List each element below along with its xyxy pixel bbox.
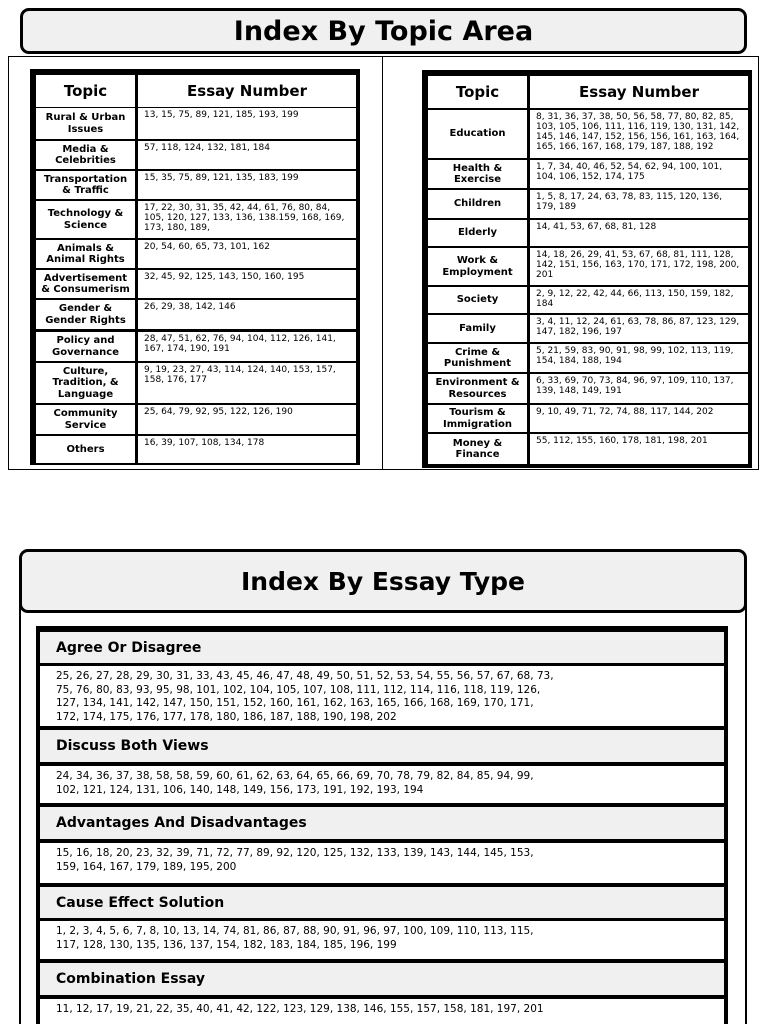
essay-numbers-cell: 14, 18, 26, 29, 41, 53, 67, 68, 81, 111, 128, 142, 151, 156, 163, 170, 171, 172, 198, 200, 201 bbox=[530, 248, 748, 285]
topic-index-divider bbox=[382, 56, 383, 470]
essay-numbers-cell: 5, 21, 59, 83, 90, 91, 98, 99, 102, 113, 119, 154, 184, 188, 194 bbox=[530, 344, 748, 372]
essay-numbers-cell: 9, 19, 23, 27, 43, 114, 124, 140, 153, 157, 158, 176, 177 bbox=[138, 363, 356, 403]
column-header-topic: Topic bbox=[428, 76, 527, 108]
topic-table-left bbox=[30, 69, 360, 465]
topic-cell: Crime & Punishment bbox=[428, 344, 527, 372]
topic-cell: Work & Employment bbox=[428, 248, 527, 285]
essay-numbers-cell: 14, 41, 53, 67, 68, 81, 128 bbox=[530, 220, 748, 246]
essay-numbers-cell: 25, 64, 79, 92, 95, 122, 126, 190 bbox=[138, 405, 356, 434]
topic-cell: Community Service bbox=[36, 405, 135, 434]
essay-type-heading: Combination Essay bbox=[40, 963, 724, 995]
topic-cell: Policy and Governance bbox=[36, 332, 135, 361]
topic-cell: Society bbox=[428, 287, 527, 313]
essay-numbers-cell: 3, 4, 11, 12, 24, 61, 63, 78, 86, 87, 123, 129, 147, 182, 196, 197 bbox=[530, 315, 748, 342]
topic-table-right bbox=[422, 70, 752, 468]
essay-type-heading: Cause Effect Solution bbox=[40, 887, 724, 918]
topic-cell: Money & Finance bbox=[428, 434, 527, 464]
topic-cell: Media & Celebrities bbox=[36, 141, 135, 169]
essay-numbers-cell: 26, 29, 38, 142, 146 bbox=[138, 300, 356, 329]
essay-numbers-cell: 6, 33, 69, 70, 73, 84, 96, 97, 109, 110, 137, 139, 148, 149, 191 bbox=[530, 374, 748, 403]
topic-cell: Animals & Animal Rights bbox=[36, 240, 135, 268]
essay-type-heading: Discuss Both Views bbox=[40, 730, 724, 762]
essay-numbers-cell: 20, 54, 60, 65, 73, 101, 162 bbox=[138, 240, 356, 268]
topic-cell: Others bbox=[36, 436, 135, 463]
column-header-topic: Topic bbox=[36, 75, 135, 107]
essay-numbers-cell: 1, 5, 8, 17, 24, 63, 78, 83, 115, 120, 136, 179, 189 bbox=[530, 190, 748, 218]
topic-cell: Transportation & Traffic bbox=[36, 171, 135, 199]
topic-cell: Rural & Urban Issues bbox=[36, 108, 135, 139]
topic-cell: Culture, Tradition, & Language bbox=[36, 363, 135, 403]
essay-numbers-cell: 28, 47, 51, 62, 76, 94, 104, 112, 126, 141, 167, 174, 190, 191 bbox=[138, 332, 356, 361]
topic-cell: Elderly bbox=[428, 220, 527, 246]
essay-numbers-cell: 2, 9, 12, 22, 42, 44, 66, 113, 150, 159, 182, 184 bbox=[530, 287, 748, 313]
topic-cell: Gender & Gender Rights bbox=[36, 300, 135, 329]
essay-numbers-cell: 9, 10, 49, 71, 72, 74, 88, 117, 144, 202 bbox=[530, 405, 748, 432]
essay-type-numbers: 24, 34, 36, 37, 38, 58, 58, 59, 60, 61, 62, 63, 64, 65, 66, 69, 70, 78, 79, 82, 84, 85, 94, 99, 102, 121, 124, 131, 106, 140, 148, 149, 156, 173, 191, 192, 193, 194 bbox=[40, 766, 724, 803]
type-index-title: Index By Essay Type bbox=[19, 549, 747, 613]
essay-numbers-cell: 32, 45, 92, 125, 143, 150, 160, 195 bbox=[138, 270, 356, 298]
essay-numbers-cell: 57, 118, 124, 132, 181, 184 bbox=[138, 141, 356, 169]
type-index-table bbox=[36, 626, 728, 1024]
essay-numbers-cell: 17, 22, 30, 31, 35, 42, 44, 61, 76, 80, 84, 105, 120, 127, 133, 136, 138.159, 168, 169, 173, 180, 189, bbox=[138, 201, 356, 238]
essay-numbers-cell: 55, 112, 155, 160, 178, 181, 198, 201 bbox=[530, 434, 748, 464]
essay-numbers-cell: 8, 31, 36, 37, 38, 50, 56, 58, 77, 80, 82, 85, 103, 105, 106, 111, 116, 119, 130, 131, 142, 145, 146, 147, 152, 156, 156, 161, 163, 164, 165, 166, 167, 168, 179, 187, 188, 192 bbox=[530, 110, 748, 158]
topic-cell: Advertisement & Consumerism bbox=[36, 270, 135, 298]
topic-cell: Family bbox=[428, 315, 527, 342]
topic-cell: Tourism & Immigration bbox=[428, 405, 527, 432]
essay-numbers-cell: 13, 15, 75, 89, 121, 185, 193, 199 bbox=[138, 108, 356, 139]
topic-cell: Environment & Resources bbox=[428, 374, 527, 403]
topic-index-title: Index By Topic Area bbox=[20, 8, 747, 54]
essay-type-heading: Advantages And Disadvantages bbox=[40, 807, 724, 839]
topic-cell: Technology & Science bbox=[36, 201, 135, 238]
topic-cell: Children bbox=[428, 190, 527, 218]
essay-type-heading: Agree Or Disagree bbox=[40, 632, 724, 663]
essay-type-numbers: 25, 26, 27, 28, 29, 30, 31, 33, 43, 45, 46, 47, 48, 49, 50, 51, 52, 53, 54, 55, 56, 57, 67, 68, 73, 75, 76, 80, 83, 93, 95, 98, 101, 102, 104, 105, 107, 108, 111, 112, 114, 116, 118, 119, 126, 127, 134, 141, 142, 147, 150, 151, 152, 160, 161, 162, 163, 165, 166, 168, 169, 170, 171, 172, 174, 175, 176, 177, 178, 180, 186, 187, 188, 190, 198, 202 bbox=[40, 666, 724, 726]
topic-cell: Education bbox=[428, 110, 527, 158]
essay-numbers-cell: 16, 39, 107, 108, 134, 178 bbox=[138, 436, 356, 463]
topic-cell: Health & Exercise bbox=[428, 160, 527, 188]
essay-numbers-cell: 15, 35, 75, 89, 121, 135, 183, 199 bbox=[138, 171, 356, 199]
essay-type-numbers: 11, 12, 17, 19, 21, 22, 35, 40, 41, 42, 122, 123, 129, 138, 146, 155, 157, 158, 181, 197, 201 bbox=[40, 999, 724, 1024]
essay-type-numbers: 15, 16, 18, 20, 23, 32, 39, 71, 72, 77, 89, 92, 120, 125, 132, 133, 139, 143, 144, 145, 153, 159, 164, 167, 179, 189, 195, 200 bbox=[40, 843, 724, 883]
column-header-essay-number: Essay Number bbox=[530, 76, 748, 108]
essay-type-numbers: 1, 2, 3, 4, 5, 6, 7, 8, 10, 13, 14, 74, 81, 86, 87, 88, 90, 91, 96, 97, 100, 109, 110, 113, 115, 117, 128, 130, 135, 136, 137, 154, 182, 183, 184, 185, 196, 199 bbox=[40, 921, 724, 959]
essay-numbers-cell: 1, 7, 34, 40, 46, 52, 54, 62, 94, 100, 101, 104, 106, 152, 174, 175 bbox=[530, 160, 748, 188]
column-header-essay-number: Essay Number bbox=[138, 75, 356, 107]
